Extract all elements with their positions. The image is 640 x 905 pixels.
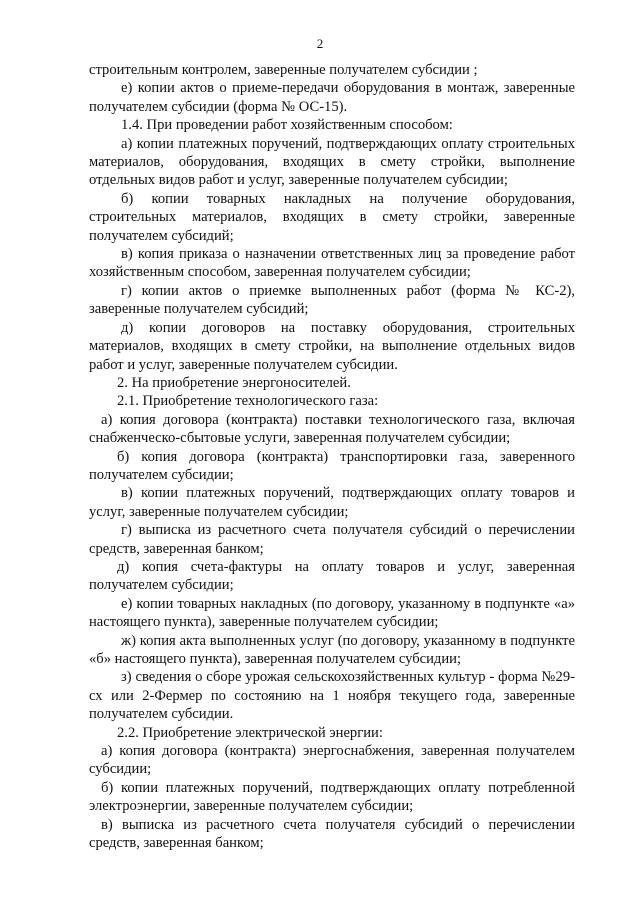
paragraph: д) копия счета-фактуры на оплату товаров и услуг, заверенная получателем субсидии; xyxy=(89,558,575,594)
page-number: 2 xyxy=(316,36,324,51)
paragraph: б) копии платежных поручений, подтверждающих оплату потребленной электроэнергии, заверенные получателем субсидии; xyxy=(89,779,575,815)
paragraph: в) выписка из расчетного счета получателя субсидий о перечислении средств, заверенная банком; xyxy=(89,816,575,852)
paragraph: г) выписка из расчетного счета получателя субсидий о перечислении средств, заверенная банком; xyxy=(89,522,575,557)
paragraph: б) копия договора (контракта) транспортировки газа, заверенного получателем субсидии; xyxy=(89,448,575,483)
paragraph: е) копии актов о приеме-передачи оборудования в монтаж, заверенные получателем субсидии (форма № ОС-15). xyxy=(89,80,575,115)
paragraph: а) копия договора (контракта) энергоснабжения, заверенная получателем субсидии; xyxy=(89,743,575,778)
paragraph: г) копии актов о приемке выполненных работ (форма № КС-2), заверенные получателем субсидий; xyxy=(89,282,575,318)
paragraph: д) копии договоров на поставку оборудования, строительных материалов, входящих в смету стройки, на выполнение отдельных видов работ и услуг, заверенные получателем субсидии. xyxy=(89,319,575,373)
paragraph: 1.4. При проведении работ хозяйственным способом: xyxy=(121,117,453,134)
subsection-heading: 2.2. Приобретение электрической энергии: xyxy=(117,724,383,741)
document-body xyxy=(89,61,575,852)
paragraph: в) копия приказа о назначении ответственных лиц за проведение работ хозяйственным способом, заверенная получателем субсидии; xyxy=(89,246,575,281)
section-heading: 2. На приобретение энергоносителей. xyxy=(117,374,351,391)
subsection-heading: 2.1. Приобретение технологического газа: xyxy=(117,393,379,410)
paragraph: а) копия договора (контракта) поставки технологического газа, включая снабженческо-сбытовые услуги, заверенная получателем субсидии; xyxy=(89,411,575,447)
paragraph: б) копии товарных накладных на получение оборудования, строительных материалов, входящих в смету стройки, заверенные получателем субсидий; xyxy=(89,190,575,244)
paragraph: з) сведения о сборе урожая сельскохозяйственных культур - форма №29-сх или 2-Фермер по состоянию на 1 ноября текущего года, заверенные получателем субсидии. xyxy=(89,669,575,723)
paragraph: ж) копия акта выполненных услуг (по договору, указанному в подпункте «б» настоящего пункта), заверенная получателем субсидии; xyxy=(89,632,575,667)
paragraph: а) копии платежных поручений, подтверждающих оплату строительных материалов, оборудования, входящих в смету стройки, выполнение отдельных видов работ и услуг, заверенные получателем субсидии; xyxy=(89,135,575,189)
paragraph: строительным контролем, заверенные получателем субсидии ; xyxy=(89,62,478,78)
paragraph: в) копии платежных поручений, подтверждающих оплату товаров и услуг, заверенные получателем субсидии; xyxy=(89,485,575,520)
paragraph: е) копии товарных накладных (по договору, указанному в подпункте «а» настоящего пункта), заверенные получателем субсидии; xyxy=(89,595,575,631)
